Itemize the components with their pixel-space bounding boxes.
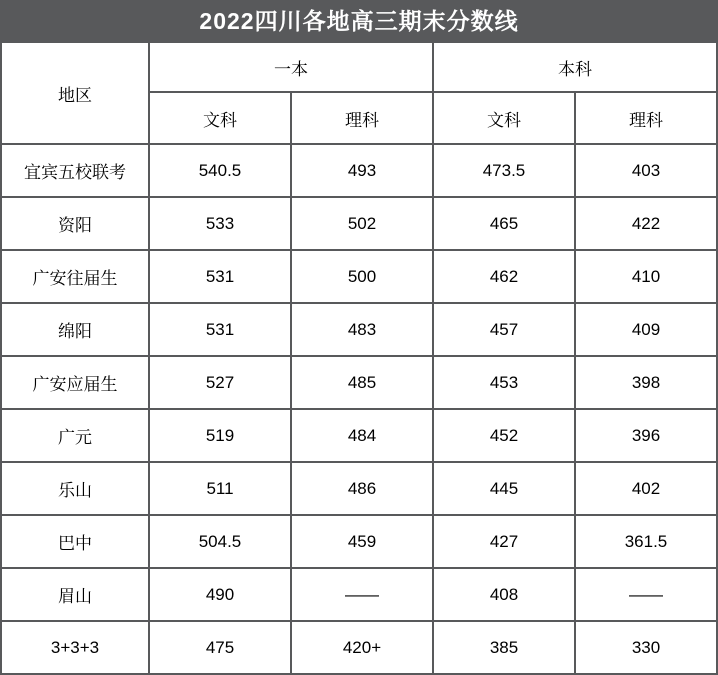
page-title-bar: [0, 0, 718, 41]
cell-benke-like: 361.5: [575, 515, 717, 568]
cell-benke-wenke: 427: [433, 515, 575, 568]
cell-benke-wenke: 408: [433, 568, 575, 621]
cell-benke-wenke: 457: [433, 303, 575, 356]
table-header-row-groups: [1, 42, 717, 92]
cell-yiben-wenke: 504.5: [149, 515, 291, 568]
header-group-yiben: 一本: [149, 42, 433, 92]
row-region: 广安往届生: [1, 250, 149, 303]
table-row: [1, 356, 717, 409]
row-region: 广安应届生: [1, 356, 149, 409]
cell-yiben-like: 484: [291, 409, 433, 462]
table-row: [1, 568, 717, 621]
cell-benke-like: 422: [575, 197, 717, 250]
cell-benke-wenke: 462: [433, 250, 575, 303]
cell-yiben-like: 483: [291, 303, 433, 356]
row-region: 乐山: [1, 462, 149, 515]
cell-benke-like: 410: [575, 250, 717, 303]
cell-benke-like: 409: [575, 303, 717, 356]
cell-yiben-wenke: 533: [149, 197, 291, 250]
cell-benke-wenke: 445: [433, 462, 575, 515]
cell-yiben-like: ——: [291, 568, 433, 621]
row-region: 广元: [1, 409, 149, 462]
header-benke-like: 理科: [575, 92, 717, 144]
cell-yiben-wenke: 531: [149, 250, 291, 303]
cell-yiben-like: 502: [291, 197, 433, 250]
cell-yiben-wenke: 519: [149, 409, 291, 462]
header-yiben-wenke: 文科: [149, 92, 291, 144]
table-row: [1, 303, 717, 356]
page-title: 2022四川各地高三期末分数线: [199, 8, 519, 34]
cell-yiben-like: 420+: [291, 621, 433, 674]
row-region: 3+3+3: [1, 621, 149, 674]
table-row: [1, 144, 717, 197]
row-region: 宜宾五校联考: [1, 144, 149, 197]
table-row: [1, 621, 717, 674]
cell-benke-like: ——: [575, 568, 717, 621]
cell-yiben-wenke: 475: [149, 621, 291, 674]
cell-yiben-wenke: 531: [149, 303, 291, 356]
cell-benke-like: 396: [575, 409, 717, 462]
cell-benke-wenke: 385: [433, 621, 575, 674]
cell-yiben-like: 493: [291, 144, 433, 197]
header-region: 地区: [1, 42, 149, 144]
row-region: 资阳: [1, 197, 149, 250]
table-header: [1, 42, 717, 144]
row-region: 眉山: [1, 568, 149, 621]
score-table: [0, 41, 718, 675]
cell-benke-like: 402: [575, 462, 717, 515]
cell-benke-like: 330: [575, 621, 717, 674]
cell-benke-like: 403: [575, 144, 717, 197]
table-row: [1, 409, 717, 462]
cell-yiben-wenke: 527: [149, 356, 291, 409]
cell-yiben-wenke: 540.5: [149, 144, 291, 197]
cell-benke-wenke: 473.5: [433, 144, 575, 197]
cell-yiben-like: 485: [291, 356, 433, 409]
table-body: [1, 144, 717, 674]
table-row: [1, 197, 717, 250]
cell-benke-wenke: 453: [433, 356, 575, 409]
row-region: 绵阳: [1, 303, 149, 356]
cell-benke-wenke: 465: [433, 197, 575, 250]
header-benke-wenke: 文科: [433, 92, 575, 144]
cell-benke-wenke: 452: [433, 409, 575, 462]
cell-yiben-wenke: 490: [149, 568, 291, 621]
cell-yiben-like: 459: [291, 515, 433, 568]
cell-benke-like: 398: [575, 356, 717, 409]
table-row: [1, 462, 717, 515]
cell-yiben-like: 486: [291, 462, 433, 515]
header-yiben-like: 理科: [291, 92, 433, 144]
table-row: [1, 250, 717, 303]
row-region: 巴中: [1, 515, 149, 568]
table-row: [1, 515, 717, 568]
cell-yiben-wenke: 511: [149, 462, 291, 515]
header-group-benke: 本科: [433, 42, 717, 92]
cell-yiben-like: 500: [291, 250, 433, 303]
